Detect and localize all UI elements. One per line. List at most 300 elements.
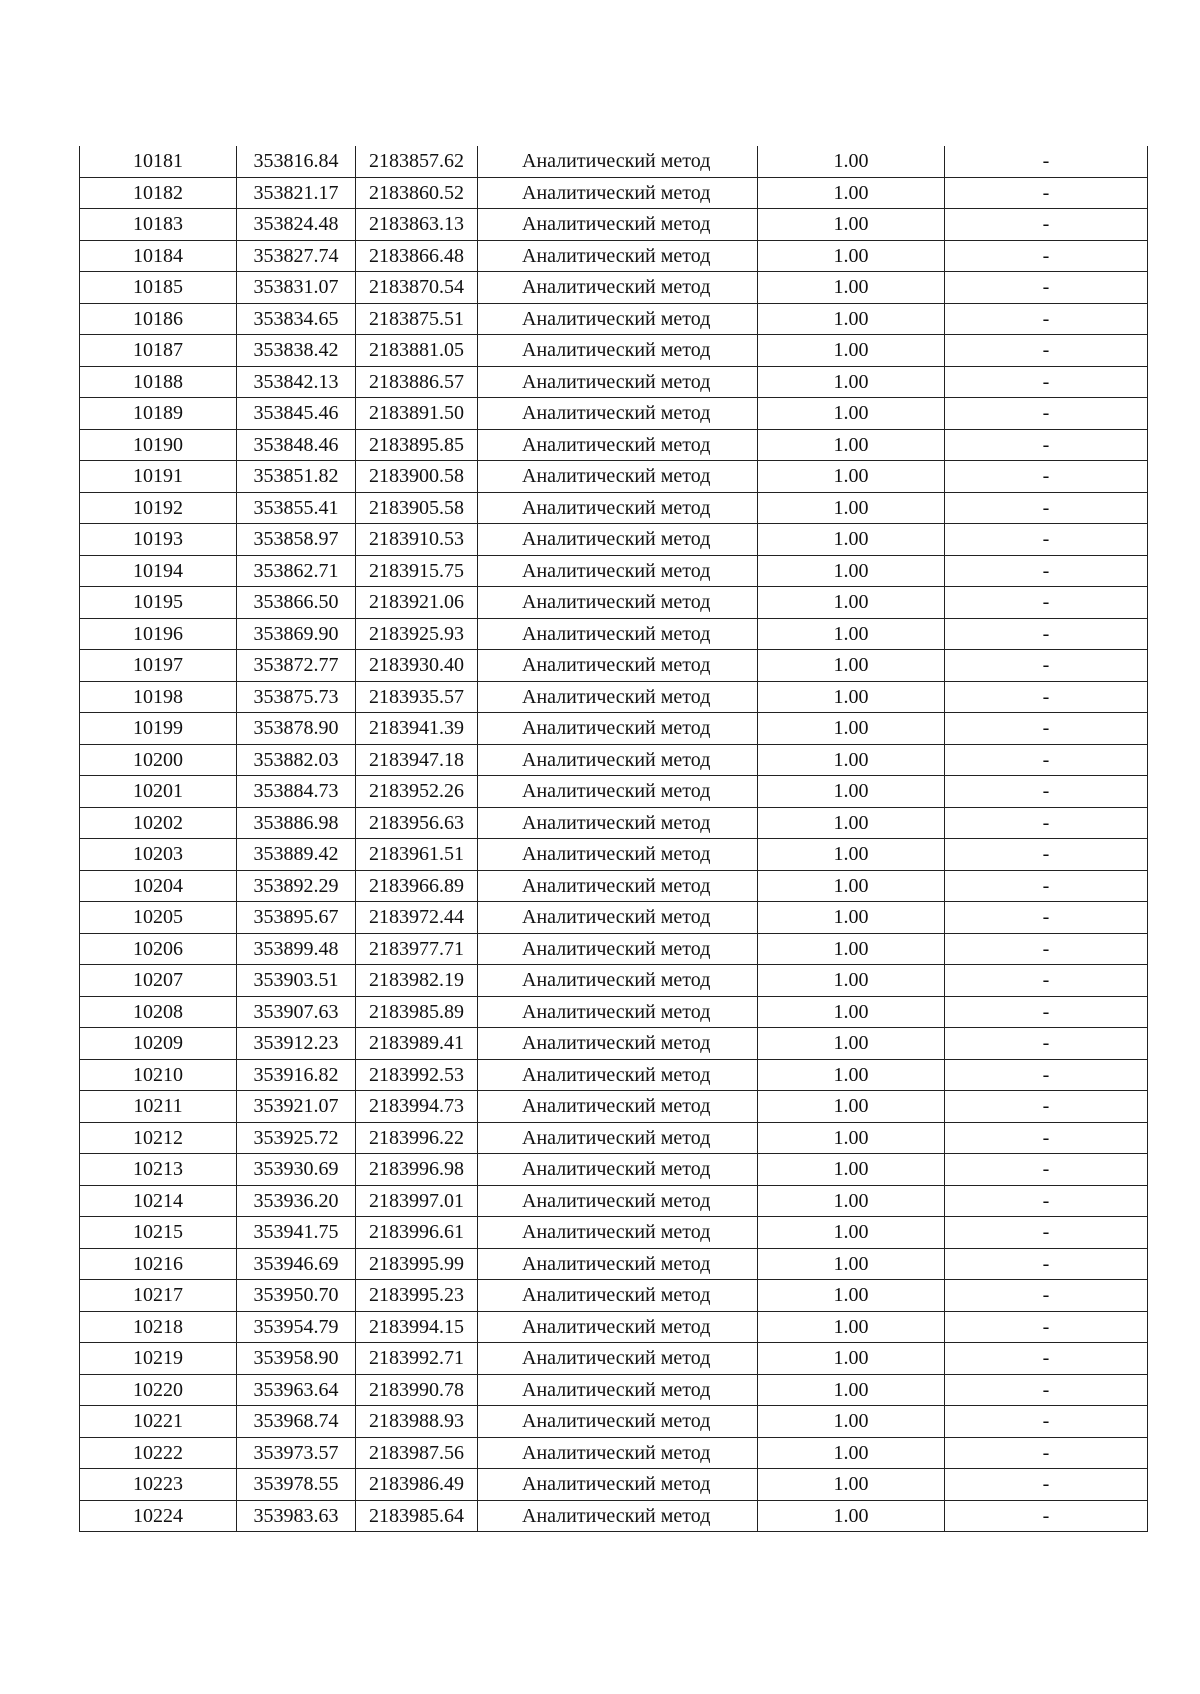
accuracy-cell: 1.00 [758, 1122, 945, 1154]
accuracy-cell: 1.00 [758, 492, 945, 524]
accuracy-cell: 1.00 [758, 366, 945, 398]
point-number-cell: 10186 [80, 303, 237, 335]
y-coordinate-cell: 2183895.85 [356, 429, 478, 461]
x-coordinate-cell: 353892.29 [237, 870, 356, 902]
method-cell: Аналитический метод [478, 870, 758, 902]
table-row [80, 1028, 1148, 1060]
point-number-cell: 10193 [80, 524, 237, 556]
description-cell: - [945, 555, 1148, 587]
y-coordinate-cell: 2183881.05 [356, 335, 478, 367]
method-cell: Аналитический метод [478, 1311, 758, 1343]
point-number-cell: 10199 [80, 713, 237, 745]
method-cell: Аналитический метод [478, 398, 758, 430]
description-cell: - [945, 1091, 1148, 1123]
y-coordinate-cell: 2183935.57 [356, 681, 478, 713]
method-cell: Аналитический метод [478, 807, 758, 839]
method-cell: Аналитический метод [478, 1154, 758, 1186]
accuracy-cell: 1.00 [758, 398, 945, 430]
x-coordinate-cell: 353842.13 [237, 366, 356, 398]
description-cell: - [945, 303, 1148, 335]
method-cell: Аналитический метод [478, 1217, 758, 1249]
accuracy-cell: 1.00 [758, 1217, 945, 1249]
point-number-cell: 10206 [80, 933, 237, 965]
description-cell: - [945, 1437, 1148, 1469]
x-coordinate-cell: 353930.69 [237, 1154, 356, 1186]
point-number-cell: 10208 [80, 996, 237, 1028]
point-number-cell: 10220 [80, 1374, 237, 1406]
description-cell: - [945, 335, 1148, 367]
y-coordinate-cell: 2183961.51 [356, 839, 478, 871]
description-cell: - [945, 650, 1148, 682]
table-row [80, 398, 1148, 430]
point-number-cell: 10205 [80, 902, 237, 934]
description-cell: - [945, 618, 1148, 650]
description-cell: - [945, 1122, 1148, 1154]
y-coordinate-cell: 2183891.50 [356, 398, 478, 430]
accuracy-cell: 1.00 [758, 713, 945, 745]
method-cell: Аналитический метод [478, 492, 758, 524]
y-coordinate-cell: 2183930.40 [356, 650, 478, 682]
table-row [80, 1280, 1148, 1312]
accuracy-cell: 1.00 [758, 1248, 945, 1280]
x-coordinate-cell: 353866.50 [237, 587, 356, 619]
method-cell: Аналитический метод [478, 839, 758, 871]
table-row [80, 366, 1148, 398]
point-number-cell: 10191 [80, 461, 237, 493]
accuracy-cell: 1.00 [758, 524, 945, 556]
x-coordinate-cell: 353950.70 [237, 1280, 356, 1312]
description-cell: - [945, 1311, 1148, 1343]
description-cell: - [945, 744, 1148, 776]
table-row [80, 870, 1148, 902]
accuracy-cell: 1.00 [758, 996, 945, 1028]
method-cell: Аналитический метод [478, 429, 758, 461]
accuracy-cell: 1.00 [758, 1154, 945, 1186]
x-coordinate-cell: 353831.07 [237, 272, 356, 304]
point-number-cell: 10183 [80, 209, 237, 241]
point-number-cell: 10213 [80, 1154, 237, 1186]
y-coordinate-cell: 2183870.54 [356, 272, 478, 304]
method-cell: Аналитический метод [478, 650, 758, 682]
description-cell: - [945, 807, 1148, 839]
x-coordinate-cell: 353899.48 [237, 933, 356, 965]
description-cell: - [945, 429, 1148, 461]
table-row [80, 1469, 1148, 1501]
method-cell: Аналитический метод [478, 146, 758, 177]
method-cell: Аналитический метод [478, 555, 758, 587]
description-cell: - [945, 1280, 1148, 1312]
y-coordinate-cell: 2183866.48 [356, 240, 478, 272]
method-cell: Аналитический метод [478, 366, 758, 398]
table-row [80, 1059, 1148, 1091]
point-number-cell: 10204 [80, 870, 237, 902]
x-coordinate-cell: 353903.51 [237, 965, 356, 997]
description-cell: - [945, 209, 1148, 241]
table-row [80, 1374, 1148, 1406]
description-cell: - [945, 839, 1148, 871]
y-coordinate-cell: 2183900.58 [356, 461, 478, 493]
table-row [80, 1500, 1148, 1532]
table-row [80, 272, 1148, 304]
y-coordinate-cell: 2183985.64 [356, 1500, 478, 1532]
method-cell: Аналитический метод [478, 933, 758, 965]
description-cell: - [945, 366, 1148, 398]
accuracy-cell: 1.00 [758, 1500, 945, 1532]
point-number-cell: 10192 [80, 492, 237, 524]
y-coordinate-cell: 2183992.71 [356, 1343, 478, 1375]
x-coordinate-cell: 353895.67 [237, 902, 356, 934]
y-coordinate-cell: 2183905.58 [356, 492, 478, 524]
y-coordinate-cell: 2183921.06 [356, 587, 478, 619]
x-coordinate-cell: 353851.82 [237, 461, 356, 493]
point-number-cell: 10185 [80, 272, 237, 304]
y-coordinate-cell: 2183994.15 [356, 1311, 478, 1343]
point-number-cell: 10184 [80, 240, 237, 272]
description-cell: - [945, 1154, 1148, 1186]
table-row [80, 713, 1148, 745]
x-coordinate-cell: 353954.79 [237, 1311, 356, 1343]
method-cell: Аналитический метод [478, 1343, 758, 1375]
description-cell: - [945, 398, 1148, 430]
x-coordinate-cell: 353925.72 [237, 1122, 356, 1154]
point-number-cell: 10190 [80, 429, 237, 461]
coordinates-table [79, 146, 1148, 1532]
table-row [80, 744, 1148, 776]
point-number-cell: 10188 [80, 366, 237, 398]
y-coordinate-cell: 2183966.89 [356, 870, 478, 902]
accuracy-cell: 1.00 [758, 272, 945, 304]
method-cell: Аналитический метод [478, 1406, 758, 1438]
x-coordinate-cell: 353821.17 [237, 177, 356, 209]
accuracy-cell: 1.00 [758, 1374, 945, 1406]
accuracy-cell: 1.00 [758, 681, 945, 713]
point-number-cell: 10198 [80, 681, 237, 713]
method-cell: Аналитический метод [478, 461, 758, 493]
point-number-cell: 10189 [80, 398, 237, 430]
x-coordinate-cell: 353921.07 [237, 1091, 356, 1123]
method-cell: Аналитический метод [478, 1500, 758, 1532]
x-coordinate-cell: 353882.03 [237, 744, 356, 776]
y-coordinate-cell: 2183995.23 [356, 1280, 478, 1312]
point-number-cell: 10218 [80, 1311, 237, 1343]
y-coordinate-cell: 2183941.39 [356, 713, 478, 745]
table-row [80, 240, 1148, 272]
method-cell: Аналитический метод [478, 681, 758, 713]
point-number-cell: 10215 [80, 1217, 237, 1249]
table-row [80, 807, 1148, 839]
point-number-cell: 10207 [80, 965, 237, 997]
description-cell: - [945, 272, 1148, 304]
y-coordinate-cell: 2183989.41 [356, 1028, 478, 1060]
description-cell: - [945, 1343, 1148, 1375]
table-row [80, 177, 1148, 209]
x-coordinate-cell: 353869.90 [237, 618, 356, 650]
accuracy-cell: 1.00 [758, 555, 945, 587]
x-coordinate-cell: 353862.71 [237, 555, 356, 587]
x-coordinate-cell: 353824.48 [237, 209, 356, 241]
y-coordinate-cell: 2183990.78 [356, 1374, 478, 1406]
accuracy-cell: 1.00 [758, 1028, 945, 1060]
accuracy-cell: 1.00 [758, 1280, 945, 1312]
table-row [80, 146, 1148, 177]
x-coordinate-cell: 353884.73 [237, 776, 356, 808]
x-coordinate-cell: 353941.75 [237, 1217, 356, 1249]
y-coordinate-cell: 2183875.51 [356, 303, 478, 335]
y-coordinate-cell: 2183910.53 [356, 524, 478, 556]
point-number-cell: 10221 [80, 1406, 237, 1438]
y-coordinate-cell: 2183863.13 [356, 209, 478, 241]
method-cell: Аналитический метод [478, 1280, 758, 1312]
table-row [80, 1248, 1148, 1280]
description-cell: - [945, 933, 1148, 965]
y-coordinate-cell: 2183988.93 [356, 1406, 478, 1438]
accuracy-cell: 1.00 [758, 902, 945, 934]
table-row [80, 902, 1148, 934]
description-cell: - [945, 1185, 1148, 1217]
description-cell: - [945, 492, 1148, 524]
x-coordinate-cell: 353958.90 [237, 1343, 356, 1375]
table-row [80, 1122, 1148, 1154]
description-cell: - [945, 1028, 1148, 1060]
point-number-cell: 10201 [80, 776, 237, 808]
description-cell: - [945, 146, 1148, 177]
y-coordinate-cell: 2183956.63 [356, 807, 478, 839]
x-coordinate-cell: 353936.20 [237, 1185, 356, 1217]
y-coordinate-cell: 2183986.49 [356, 1469, 478, 1501]
y-coordinate-cell: 2183987.56 [356, 1437, 478, 1469]
accuracy-cell: 1.00 [758, 1343, 945, 1375]
description-cell: - [945, 681, 1148, 713]
point-number-cell: 10219 [80, 1343, 237, 1375]
accuracy-cell: 1.00 [758, 1185, 945, 1217]
accuracy-cell: 1.00 [758, 1406, 945, 1438]
table-row [80, 1185, 1148, 1217]
x-coordinate-cell: 353872.77 [237, 650, 356, 682]
y-coordinate-cell: 2183982.19 [356, 965, 478, 997]
method-cell: Аналитический метод [478, 1469, 758, 1501]
method-cell: Аналитический метод [478, 996, 758, 1028]
accuracy-cell: 1.00 [758, 303, 945, 335]
accuracy-cell: 1.00 [758, 1469, 945, 1501]
accuracy-cell: 1.00 [758, 807, 945, 839]
method-cell: Аналитический метод [478, 902, 758, 934]
point-number-cell: 10187 [80, 335, 237, 367]
x-coordinate-cell: 353834.65 [237, 303, 356, 335]
y-coordinate-cell: 2183994.73 [356, 1091, 478, 1123]
x-coordinate-cell: 353889.42 [237, 839, 356, 871]
table-row [80, 839, 1148, 871]
accuracy-cell: 1.00 [758, 965, 945, 997]
method-cell: Аналитический метод [478, 335, 758, 367]
accuracy-cell: 1.00 [758, 429, 945, 461]
table-row [80, 1437, 1148, 1469]
point-number-cell: 10196 [80, 618, 237, 650]
description-cell: - [945, 1059, 1148, 1091]
y-coordinate-cell: 2183997.01 [356, 1185, 478, 1217]
method-cell: Аналитический метод [478, 1437, 758, 1469]
description-cell: - [945, 870, 1148, 902]
x-coordinate-cell: 353838.42 [237, 335, 356, 367]
accuracy-cell: 1.00 [758, 177, 945, 209]
method-cell: Аналитический метод [478, 1122, 758, 1154]
point-number-cell: 10217 [80, 1280, 237, 1312]
table-row [80, 933, 1148, 965]
y-coordinate-cell: 2183925.93 [356, 618, 478, 650]
x-coordinate-cell: 353912.23 [237, 1028, 356, 1060]
point-number-cell: 10194 [80, 555, 237, 587]
method-cell: Аналитический метод [478, 618, 758, 650]
accuracy-cell: 1.00 [758, 1091, 945, 1123]
accuracy-cell: 1.00 [758, 870, 945, 902]
coordinates-table-body [80, 146, 1148, 1532]
point-number-cell: 10210 [80, 1059, 237, 1091]
method-cell: Аналитический метод [478, 209, 758, 241]
accuracy-cell: 1.00 [758, 650, 945, 682]
accuracy-cell: 1.00 [758, 146, 945, 177]
accuracy-cell: 1.00 [758, 461, 945, 493]
description-cell: - [945, 177, 1148, 209]
x-coordinate-cell: 353875.73 [237, 681, 356, 713]
y-coordinate-cell: 2183977.71 [356, 933, 478, 965]
point-number-cell: 10202 [80, 807, 237, 839]
method-cell: Аналитический метод [478, 713, 758, 745]
description-cell: - [945, 240, 1148, 272]
y-coordinate-cell: 2183985.89 [356, 996, 478, 1028]
description-cell: - [945, 1469, 1148, 1501]
method-cell: Аналитический метод [478, 303, 758, 335]
accuracy-cell: 1.00 [758, 587, 945, 619]
method-cell: Аналитический метод [478, 1028, 758, 1060]
table-row [80, 681, 1148, 713]
table-row [80, 650, 1148, 682]
method-cell: Аналитический метод [478, 776, 758, 808]
y-coordinate-cell: 2183915.75 [356, 555, 478, 587]
x-coordinate-cell: 353816.84 [237, 146, 356, 177]
table-row [80, 1154, 1148, 1186]
point-number-cell: 10222 [80, 1437, 237, 1469]
y-coordinate-cell: 2183995.99 [356, 1248, 478, 1280]
accuracy-cell: 1.00 [758, 240, 945, 272]
x-coordinate-cell: 353858.97 [237, 524, 356, 556]
method-cell: Аналитический метод [478, 1185, 758, 1217]
method-cell: Аналитический метод [478, 272, 758, 304]
x-coordinate-cell: 353983.63 [237, 1500, 356, 1532]
x-coordinate-cell: 353946.69 [237, 1248, 356, 1280]
point-number-cell: 10212 [80, 1122, 237, 1154]
point-number-cell: 10211 [80, 1091, 237, 1123]
description-cell: - [945, 587, 1148, 619]
description-cell: - [945, 461, 1148, 493]
y-coordinate-cell: 2183947.18 [356, 744, 478, 776]
description-cell: - [945, 965, 1148, 997]
table-row [80, 1311, 1148, 1343]
point-number-cell: 10195 [80, 587, 237, 619]
y-coordinate-cell: 2183952.26 [356, 776, 478, 808]
table-row [80, 492, 1148, 524]
method-cell: Аналитический метод [478, 524, 758, 556]
accuracy-cell: 1.00 [758, 209, 945, 241]
y-coordinate-cell: 2183857.62 [356, 146, 478, 177]
table-row [80, 209, 1148, 241]
table-row [80, 524, 1148, 556]
table-row [80, 996, 1148, 1028]
x-coordinate-cell: 353827.74 [237, 240, 356, 272]
x-coordinate-cell: 353907.63 [237, 996, 356, 1028]
description-cell: - [945, 1217, 1148, 1249]
y-coordinate-cell: 2183996.61 [356, 1217, 478, 1249]
x-coordinate-cell: 353978.55 [237, 1469, 356, 1501]
method-cell: Аналитический метод [478, 744, 758, 776]
x-coordinate-cell: 353855.41 [237, 492, 356, 524]
accuracy-cell: 1.00 [758, 1059, 945, 1091]
point-number-cell: 10203 [80, 839, 237, 871]
description-cell: - [945, 524, 1148, 556]
method-cell: Аналитический метод [478, 587, 758, 619]
method-cell: Аналитический метод [478, 1248, 758, 1280]
point-number-cell: 10216 [80, 1248, 237, 1280]
point-number-cell: 10181 [80, 146, 237, 177]
description-cell: - [945, 1248, 1148, 1280]
table-row [80, 1406, 1148, 1438]
method-cell: Аналитический метод [478, 240, 758, 272]
table-row [80, 429, 1148, 461]
method-cell: Аналитический метод [478, 1374, 758, 1406]
method-cell: Аналитический метод [478, 965, 758, 997]
table-row [80, 335, 1148, 367]
point-number-cell: 10224 [80, 1500, 237, 1532]
table-row [80, 776, 1148, 808]
accuracy-cell: 1.00 [758, 776, 945, 808]
y-coordinate-cell: 2183860.52 [356, 177, 478, 209]
description-cell: - [945, 776, 1148, 808]
x-coordinate-cell: 353963.64 [237, 1374, 356, 1406]
y-coordinate-cell: 2183886.57 [356, 366, 478, 398]
accuracy-cell: 1.00 [758, 335, 945, 367]
y-coordinate-cell: 2183996.98 [356, 1154, 478, 1186]
table-row [80, 1217, 1148, 1249]
description-cell: - [945, 902, 1148, 934]
accuracy-cell: 1.00 [758, 933, 945, 965]
method-cell: Аналитический метод [478, 1091, 758, 1123]
table-row [80, 587, 1148, 619]
x-coordinate-cell: 353916.82 [237, 1059, 356, 1091]
description-cell: - [945, 1406, 1148, 1438]
method-cell: Аналитический метод [478, 177, 758, 209]
table-row [80, 618, 1148, 650]
table-row [80, 461, 1148, 493]
table-row [80, 555, 1148, 587]
x-coordinate-cell: 353973.57 [237, 1437, 356, 1469]
accuracy-cell: 1.00 [758, 1311, 945, 1343]
y-coordinate-cell: 2183972.44 [356, 902, 478, 934]
description-cell: - [945, 1374, 1148, 1406]
accuracy-cell: 1.00 [758, 744, 945, 776]
y-coordinate-cell: 2183996.22 [356, 1122, 478, 1154]
x-coordinate-cell: 353968.74 [237, 1406, 356, 1438]
point-number-cell: 10197 [80, 650, 237, 682]
table-row [80, 303, 1148, 335]
description-cell: - [945, 713, 1148, 745]
point-number-cell: 10223 [80, 1469, 237, 1501]
x-coordinate-cell: 353845.46 [237, 398, 356, 430]
table-row [80, 1091, 1148, 1123]
x-coordinate-cell: 353886.98 [237, 807, 356, 839]
accuracy-cell: 1.00 [758, 1437, 945, 1469]
accuracy-cell: 1.00 [758, 618, 945, 650]
method-cell: Аналитический метод [478, 1059, 758, 1091]
y-coordinate-cell: 2183992.53 [356, 1059, 478, 1091]
table-row [80, 1343, 1148, 1375]
